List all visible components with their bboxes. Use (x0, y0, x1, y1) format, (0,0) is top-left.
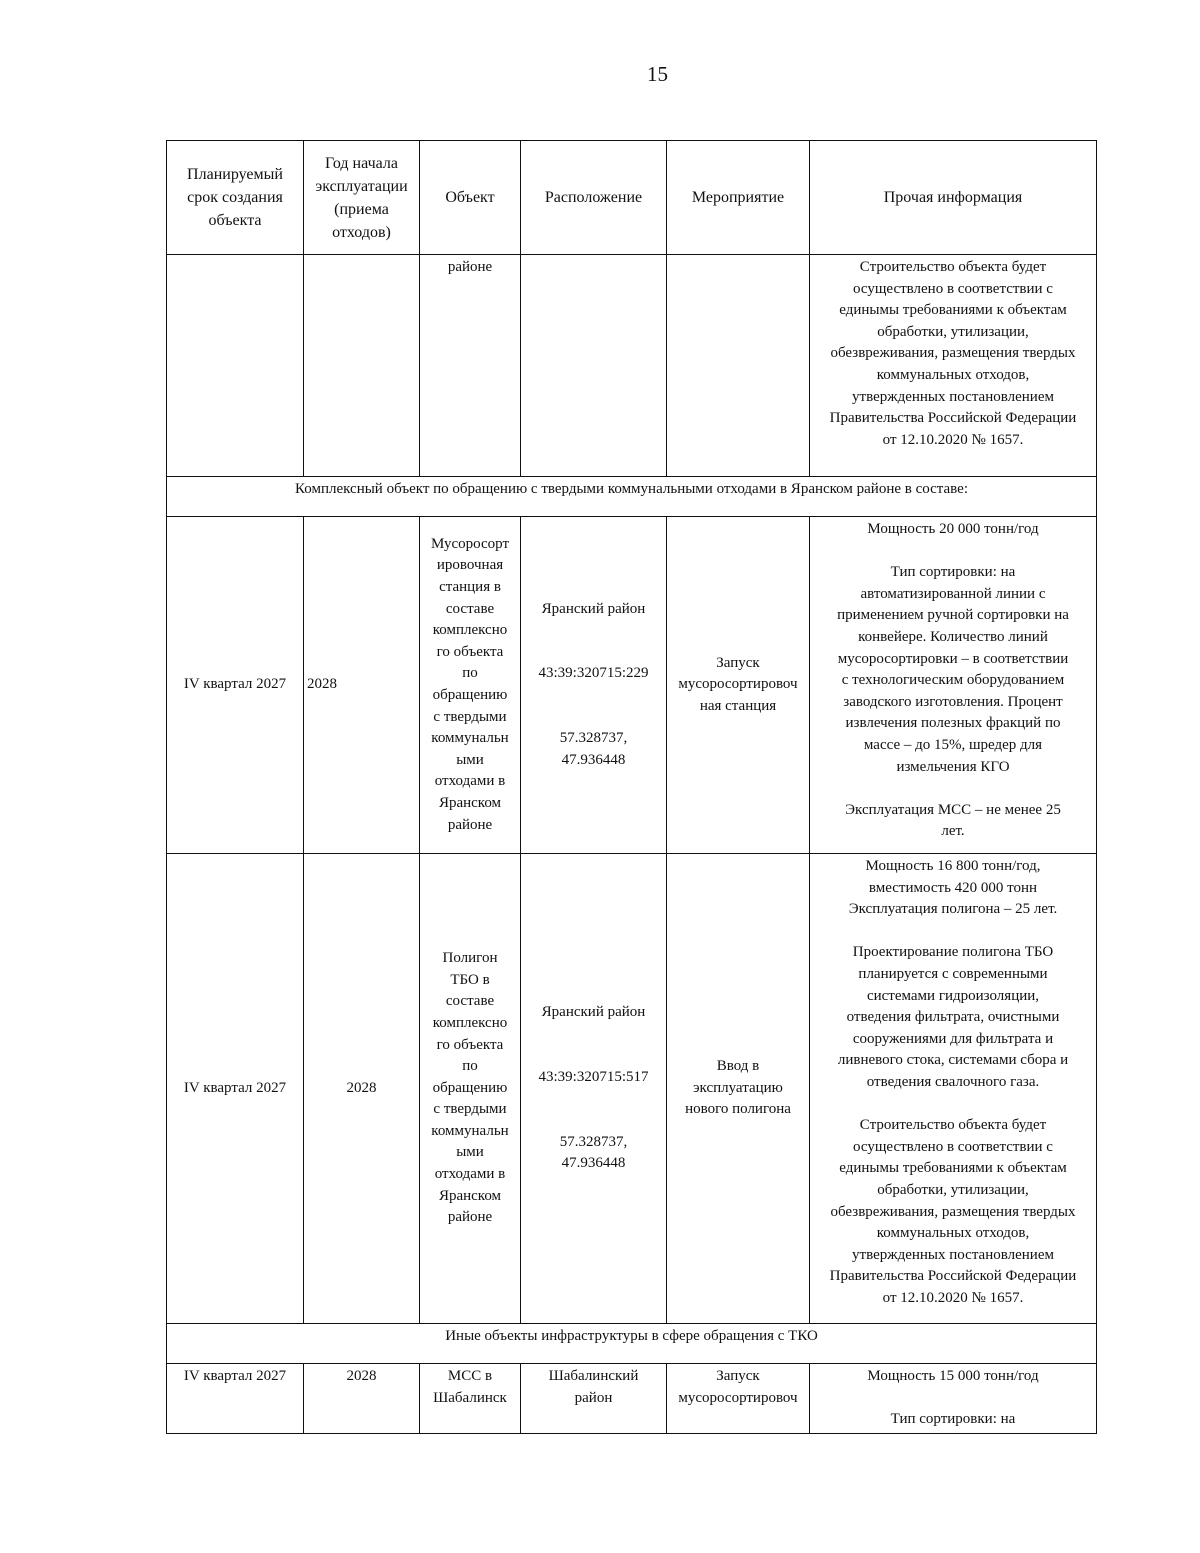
row1-measure: Запуск мусоросортировоч ная станция (667, 517, 810, 854)
row2-object: Полигон ТБО в составе комплексно го объекта по обращению с твердыми коммунальн ыми отходами в Яранском районе (420, 854, 521, 1324)
row1-location: Яранский район 43:39:320715:229 57.328737, 47.936448 (521, 517, 667, 854)
cont-object: районе (420, 255, 521, 477)
row3-term: IV квартал 2027 (167, 1364, 304, 1434)
table-header-row (167, 141, 1097, 255)
table-row (167, 517, 1097, 854)
table-row (167, 854, 1097, 1324)
section-title-other: Иные объекты инфраструктуры в сфере обращения с ТКО (167, 1324, 1097, 1364)
facilities-table (166, 140, 1097, 1434)
row3-measure: Запуск мусоросортировоч (667, 1364, 810, 1434)
cont-info: Строительство объекта будет осуществлено в соответствии с единымы требованиями к объектам обработки, утилизации, обезвреживания, размещения твердых коммунальных отходов, утвержденных постановлением Правительства Российской Федерации от 12.10.2020 № 1657. (810, 255, 1097, 477)
table-row (167, 1364, 1097, 1434)
page-number: 15 (647, 62, 668, 86)
row2-location: Яранский район 43:39:320715:517 57.328737, 47.936448 (521, 854, 667, 1324)
row2-measure: Ввод в эксплуатацию нового полигона (667, 854, 810, 1324)
cont-term (167, 255, 304, 477)
continuation-row (167, 255, 1097, 477)
section-row-complex (167, 477, 1097, 517)
cont-measure (667, 255, 810, 477)
row2-info: Мощность 16 800 тонн/год, вместимость 420 000 тонн Эксплуатация полигона – 25 лет. Проектирование полигона ТБО планируется с современными системами гидроизоляции, отведения фильтрата, очистными сооружениями для фильтрата и ливневого стока, системами сбора и отведения свалочного газа. Строительство объекта будет осуществлено в соответствии с единымы требованиями к объектам обработки, утилизации, обезвреживания, размещения твердых коммунальных отходов, утвержденных постановлением Правительства Российской Федерации от 12.10.2020 № 1657. (810, 854, 1097, 1324)
header-measure: Мероприятие (667, 141, 810, 255)
row3-year: 2028 (304, 1364, 420, 1434)
header-other-info: Прочая информация (810, 141, 1097, 255)
row1-object: Мусоросорт ировочная станция в составе комплексно го объекта по обращению с твердыми коммунальн ыми отходами в Яранском районе (420, 517, 521, 854)
section-title-complex: Комплексный объект по обращению с твердыми коммунальными отходами в Яранском районе в составе: (167, 477, 1097, 517)
row1-info: Мощность 20 000 тонн/год Тип сортировки: на автоматизированной линии с применением ручной сортировки на конвейере. Количество линий мусоросортировки – в соответствии с технологическим оборудованием заводского изготовления. Процент извлечения полезных фракций по массе – до 15%, шредер для измельчения КГО Эксплуатация МСС – не менее 25 лет. (810, 517, 1097, 854)
row3-location: Шабалинский район (521, 1364, 667, 1434)
cont-location (521, 255, 667, 477)
row3-info: Мощность 15 000 тонн/год Тип сортировки: на (810, 1364, 1097, 1434)
row2-year: 2028 (304, 854, 420, 1324)
row1-term: IV квартал 2027 (167, 517, 304, 854)
header-start-year: Год начала эксплуатации (приема отходов) (304, 141, 420, 255)
cont-year (304, 255, 420, 477)
section-row-other (167, 1324, 1097, 1364)
row1-year: 2028 (304, 517, 420, 854)
header-planned-term: Планируемый срок создания объекта (167, 141, 304, 255)
header-location: Расположение (521, 141, 667, 255)
row2-term: IV квартал 2027 (167, 854, 304, 1324)
row3-object: МСС в Шабалинск (420, 1364, 521, 1434)
header-object: Объект (420, 141, 521, 255)
